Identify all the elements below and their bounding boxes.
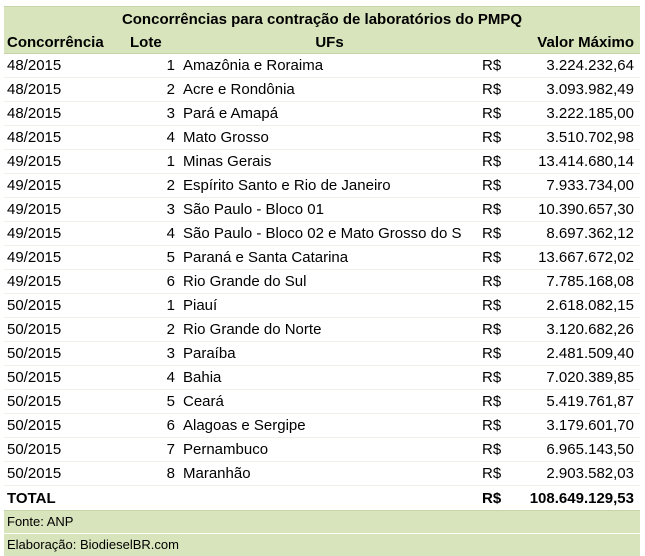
cell-lote: 3 bbox=[166, 345, 175, 362]
cell-valor: 3.224.232,64 bbox=[546, 57, 634, 74]
cell-currency: R$ bbox=[482, 201, 502, 218]
cell-lote: 1 bbox=[166, 153, 175, 170]
table-row bbox=[4, 198, 640, 222]
cell-valor: 2.903.582,03 bbox=[546, 465, 634, 482]
header-concorrencia: Concorrência bbox=[7, 33, 104, 51]
cell-valor: 13.667.672,02 bbox=[538, 249, 634, 266]
cell-uf: Pará e Amapá bbox=[183, 105, 279, 122]
table-row bbox=[4, 174, 640, 198]
table-row bbox=[4, 270, 640, 294]
cell-currency: R$ bbox=[482, 225, 502, 242]
cell-lote: 2 bbox=[166, 177, 175, 194]
cell-concorrencia: 49/2015 bbox=[7, 177, 62, 194]
table-row bbox=[4, 102, 640, 126]
table-row bbox=[4, 78, 640, 102]
table-title: Concorrências para contração de laboratórios do PMPQ bbox=[4, 6, 640, 31]
cell-valor: 5.419.761,87 bbox=[546, 393, 634, 410]
authorship-note: Elaboração: BiodieselBR.com bbox=[7, 537, 179, 552]
cell-currency: R$ bbox=[482, 369, 502, 386]
cell-lote: 6 bbox=[166, 417, 175, 434]
cell-concorrencia: 48/2015 bbox=[7, 57, 62, 74]
cell-lote: 4 bbox=[166, 369, 175, 386]
cell-concorrencia: 49/2015 bbox=[7, 249, 62, 266]
cell-uf: Rio Grande do Sul bbox=[183, 273, 307, 290]
cell-lote: 5 bbox=[166, 249, 175, 266]
cell-lote: 2 bbox=[166, 321, 175, 338]
cell-valor: 3.510.702,98 bbox=[546, 129, 634, 146]
cell-currency: R$ bbox=[482, 177, 502, 194]
cell-uf: Mato Grosso bbox=[183, 129, 269, 146]
cell-currency: R$ bbox=[482, 273, 502, 290]
table-row bbox=[4, 318, 640, 342]
cell-lote: 2 bbox=[166, 81, 175, 98]
total-label: TOTAL bbox=[7, 489, 56, 507]
cell-valor: 2.618.082,15 bbox=[546, 297, 634, 314]
cell-concorrencia: 49/2015 bbox=[7, 201, 62, 218]
cell-concorrencia: 50/2015 bbox=[7, 441, 62, 458]
cell-uf: Minas Gerais bbox=[183, 153, 272, 170]
header-lote: Lote bbox=[130, 33, 162, 51]
spreadsheet-table bbox=[4, 6, 640, 556]
cell-valor: 6.965.143,50 bbox=[546, 441, 634, 458]
cell-valor: 8.697.362,12 bbox=[546, 225, 634, 242]
cell-valor: 3.093.982,49 bbox=[546, 81, 634, 98]
cell-currency: R$ bbox=[482, 345, 502, 362]
cell-uf: Paraíba bbox=[183, 345, 236, 362]
cell-valor: 7.933.734,00 bbox=[546, 177, 634, 194]
cell-lote: 3 bbox=[166, 201, 175, 218]
table-row bbox=[4, 414, 640, 438]
table-row bbox=[4, 390, 640, 414]
cell-valor: 13.414.680,14 bbox=[538, 153, 634, 170]
cell-lote: 1 bbox=[166, 57, 175, 74]
cell-currency: R$ bbox=[482, 81, 502, 98]
cell-currency: R$ bbox=[482, 441, 502, 458]
cell-uf: Alagoas e Sergipe bbox=[183, 417, 306, 434]
cell-concorrencia: 50/2015 bbox=[7, 393, 62, 410]
table-row bbox=[4, 54, 640, 78]
cell-lote: 3 bbox=[166, 105, 175, 122]
cell-concorrencia: 50/2015 bbox=[7, 345, 62, 362]
cell-concorrencia: 50/2015 bbox=[7, 369, 62, 386]
total-currency: R$ bbox=[482, 489, 502, 507]
cell-currency: R$ bbox=[482, 249, 502, 266]
cell-concorrencia: 50/2015 bbox=[7, 297, 62, 314]
header-ufs: UFs bbox=[315, 33, 344, 51]
cell-valor: 3.120.682,26 bbox=[546, 321, 634, 338]
total-row bbox=[4, 486, 640, 511]
header-valor-maximo: Valor Máximo bbox=[537, 33, 634, 51]
column-header-row bbox=[4, 31, 640, 54]
cell-lote: 8 bbox=[166, 465, 175, 482]
cell-currency: R$ bbox=[482, 297, 502, 314]
cell-currency: R$ bbox=[482, 321, 502, 338]
cell-concorrencia: 48/2015 bbox=[7, 129, 62, 146]
cell-uf: Ceará bbox=[183, 393, 224, 410]
cell-concorrencia: 50/2015 bbox=[7, 417, 62, 434]
table-row bbox=[4, 438, 640, 462]
cell-currency: R$ bbox=[482, 465, 502, 482]
cell-concorrencia: 49/2015 bbox=[7, 153, 62, 170]
cell-uf: Paraná e Santa Catarina bbox=[183, 249, 349, 266]
cell-uf: Amazônia e Roraima bbox=[183, 57, 324, 74]
table-row bbox=[4, 126, 640, 150]
cell-valor: 7.020.389,85 bbox=[546, 369, 634, 386]
cell-valor: 3.222.185,00 bbox=[546, 105, 634, 122]
cell-lote: 7 bbox=[166, 441, 175, 458]
cell-uf: Espírito Santo e Rio de Janeiro bbox=[183, 177, 391, 194]
cell-uf: São Paulo - Bloco 02 e Mato Grosso do S bbox=[183, 225, 462, 242]
cell-uf: Piauí bbox=[183, 297, 218, 314]
cell-uf: Acre e Rondônia bbox=[183, 81, 295, 98]
table-footer bbox=[4, 511, 640, 556]
cell-lote: 1 bbox=[166, 297, 175, 314]
cell-concorrencia: 48/2015 bbox=[7, 105, 62, 122]
cell-concorrencia: 48/2015 bbox=[7, 81, 62, 98]
cell-concorrencia: 49/2015 bbox=[7, 273, 62, 290]
cell-valor: 7.785.168,08 bbox=[546, 273, 634, 290]
cell-uf: Maranhão bbox=[183, 465, 251, 482]
table-row bbox=[4, 246, 640, 270]
table-body bbox=[4, 54, 640, 486]
table-row bbox=[4, 294, 640, 318]
cell-uf: Pernambuco bbox=[183, 441, 269, 458]
cell-currency: R$ bbox=[482, 129, 502, 146]
cell-uf: Rio Grande do Norte bbox=[183, 321, 322, 338]
table-row bbox=[4, 366, 640, 390]
table-row bbox=[4, 342, 640, 366]
cell-lote: 6 bbox=[166, 273, 175, 290]
cell-concorrencia: 49/2015 bbox=[7, 225, 62, 242]
cell-valor: 2.481.509,40 bbox=[546, 345, 634, 362]
cell-currency: R$ bbox=[482, 105, 502, 122]
table-row bbox=[4, 462, 640, 486]
cell-currency: R$ bbox=[482, 417, 502, 434]
table-row bbox=[4, 150, 640, 174]
cell-currency: R$ bbox=[482, 57, 502, 74]
cell-currency: R$ bbox=[482, 153, 502, 170]
cell-concorrencia: 50/2015 bbox=[7, 465, 62, 482]
cell-valor: 3.179.601,70 bbox=[546, 417, 634, 434]
cell-currency: R$ bbox=[482, 393, 502, 410]
cell-lote: 5 bbox=[166, 393, 175, 410]
cell-lote: 4 bbox=[166, 129, 175, 146]
table-row bbox=[4, 222, 640, 246]
total-value: 108.649.129,53 bbox=[529, 489, 634, 507]
cell-valor: 10.390.657,30 bbox=[538, 201, 634, 218]
source-note: Fonte: ANP bbox=[4, 511, 640, 534]
cell-uf: Bahia bbox=[183, 369, 222, 386]
cell-uf: São Paulo - Bloco 01 bbox=[183, 201, 324, 218]
cell-concorrencia: 50/2015 bbox=[7, 321, 62, 338]
cell-lote: 4 bbox=[166, 225, 175, 242]
